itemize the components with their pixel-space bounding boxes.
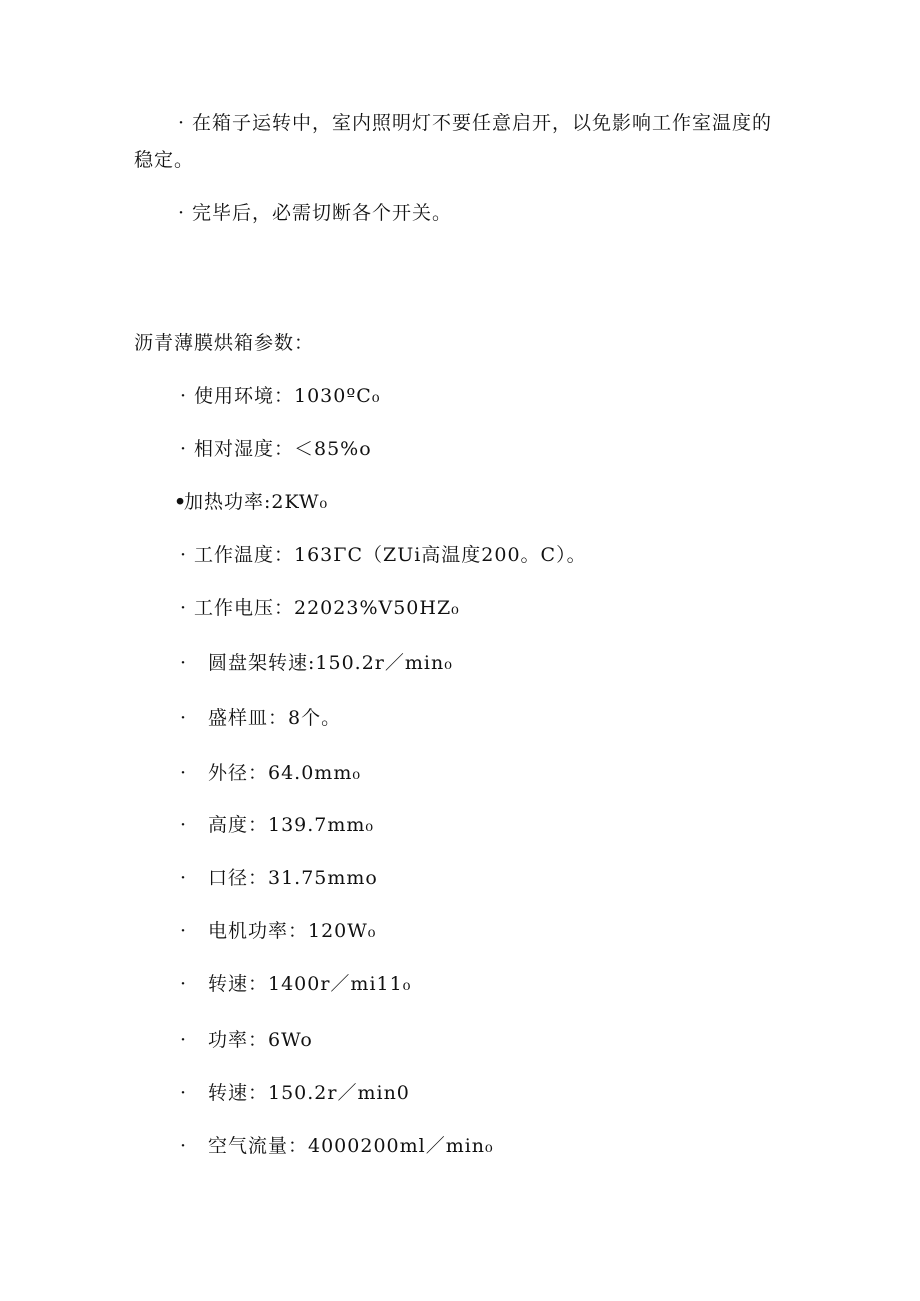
param-item: [174, 489, 328, 515]
param-text: 使用环境：1030ºC₀: [194, 385, 381, 407]
param-text: 盛样皿：8个。: [208, 707, 342, 729]
param-item: [180, 1027, 313, 1053]
param-item: [180, 705, 341, 731]
bullet-dot: ·: [180, 762, 188, 784]
param-text: 外径：64.0mm₀: [208, 762, 361, 784]
bullet-dot: ·: [180, 652, 188, 674]
section-heading: 沥青薄膜烘箱参数：: [134, 332, 315, 354]
param-text: 工作温度：163ΓC（ZUi高温度200。C）。: [194, 544, 587, 566]
param-item: [180, 812, 374, 838]
param-text: 口径：31.75mmo: [208, 867, 378, 889]
param-text: 电机功率：120W₀: [208, 920, 377, 942]
bullet-dot: ·: [178, 202, 186, 224]
bullet-dot: ·: [180, 1029, 188, 1051]
intro-line-1-text: 在箱子运转中，室内照明灯不要任意启开，以免影响工作室温度的: [192, 112, 773, 134]
bullet-dot: ·: [180, 597, 188, 619]
bullet-dot: ·: [180, 973, 188, 995]
param-text: 功率：6Wo: [208, 1029, 313, 1051]
bullet-dot: ·: [178, 112, 186, 134]
param-text: 转速：150.2r／min0: [208, 1082, 410, 1104]
intro-paragraph-line-2: [178, 200, 452, 226]
param-item: [180, 650, 453, 676]
bullet-dot: ·: [180, 867, 188, 889]
bullet-dot: •: [174, 491, 188, 513]
param-text: 转速：1400r／mi11₀: [208, 973, 412, 995]
param-item: [180, 971, 411, 997]
param-item: [180, 542, 587, 568]
param-item: [180, 436, 372, 462]
bullet-dot: ·: [180, 920, 188, 942]
bullet-dot: ·: [180, 544, 188, 566]
param-item: [180, 760, 361, 786]
intro-paragraph-line-1-continued: 稳定。: [134, 149, 195, 171]
bullet-dot: ·: [180, 814, 188, 836]
param-text: 工作电压：22023%V50HZ₀: [194, 597, 460, 619]
bullet-dot: ·: [180, 707, 188, 729]
param-item: [180, 383, 380, 409]
param-text: 圆盘架转速:150.2r／min₀: [208, 652, 453, 674]
intro-line-2-text: 完毕后，必需切断各个开关。: [192, 202, 453, 224]
param-item: [180, 595, 460, 621]
param-item: [180, 918, 376, 944]
param-text: 相对湿度：＜85%o: [194, 438, 372, 460]
param-text: 高度：139.7mm₀: [208, 814, 375, 836]
bullet-dot: ·: [180, 385, 188, 407]
param-text: 空气流量：4000200ml／min₀: [208, 1135, 494, 1157]
bullet-dot: ·: [180, 1082, 188, 1104]
param-text: 加热功率:2KW₀: [184, 491, 329, 513]
param-item: [180, 1133, 494, 1159]
param-item: [180, 865, 378, 891]
param-item: [180, 1080, 410, 1106]
bullet-dot: ·: [180, 438, 188, 460]
bullet-dot: ·: [180, 1135, 188, 1157]
intro-paragraph-line-1: [178, 110, 772, 136]
